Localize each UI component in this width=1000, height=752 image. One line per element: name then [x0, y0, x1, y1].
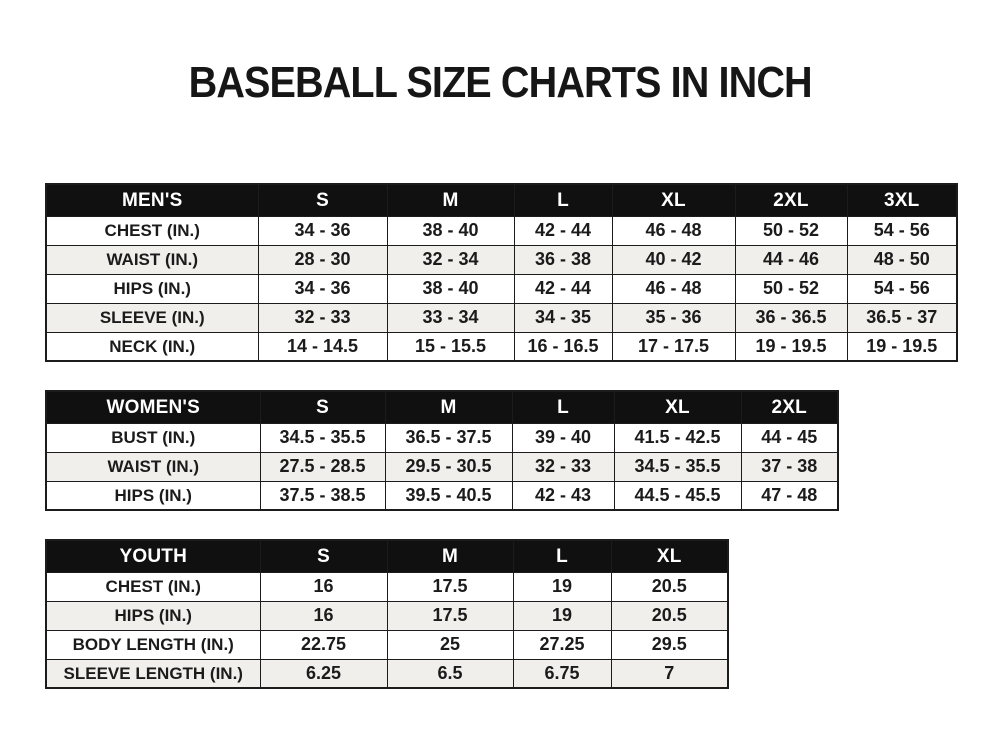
header-row	[46, 184, 957, 216]
size-value: 40 - 42	[612, 245, 735, 274]
size-value: 34 - 35	[514, 303, 612, 332]
size-column-header: L	[514, 184, 612, 216]
measurement-label: CHEST (IN.)	[46, 572, 260, 601]
measurement-label: SLEEVE (IN.)	[46, 303, 258, 332]
size-value: 44.5 - 45.5	[614, 481, 741, 510]
table-row	[46, 481, 838, 510]
size-value: 6.75	[513, 659, 611, 688]
size-value: 29.5	[611, 630, 728, 659]
measurement-label: HIPS (IN.)	[46, 274, 258, 303]
size-value: 44 - 46	[735, 245, 847, 274]
measurement-label: WAIST (IN.)	[46, 452, 260, 481]
size-value: 20.5	[611, 601, 728, 630]
table-row	[46, 274, 957, 303]
size-value: 41.5 - 42.5	[614, 423, 741, 452]
size-column-header: S	[258, 184, 387, 216]
size-value: 27.25	[513, 630, 611, 659]
size-value: 35 - 36	[612, 303, 735, 332]
table-row	[46, 245, 957, 274]
size-table	[45, 539, 729, 689]
size-value: 42 - 44	[514, 216, 612, 245]
size-column-header: S	[260, 540, 387, 572]
size-value: 47 - 48	[741, 481, 838, 510]
size-value: 32 - 33	[258, 303, 387, 332]
table-row	[46, 659, 728, 688]
size-value: 37.5 - 38.5	[260, 481, 385, 510]
header-row	[46, 540, 728, 572]
youth-size-chart	[45, 539, 1000, 689]
size-value: 39.5 - 40.5	[385, 481, 512, 510]
table-row	[46, 601, 728, 630]
size-value: 19 - 19.5	[847, 332, 957, 361]
size-column-header: 2XL	[741, 391, 838, 423]
size-column-header: 3XL	[847, 184, 957, 216]
size-column-header: 2XL	[735, 184, 847, 216]
measurement-label: SLEEVE LENGTH (IN.)	[46, 659, 260, 688]
size-value: 34.5 - 35.5	[614, 452, 741, 481]
size-value: 42 - 43	[512, 481, 614, 510]
size-value: 15 - 15.5	[387, 332, 514, 361]
size-value: 19 - 19.5	[735, 332, 847, 361]
measurement-label: NECK (IN.)	[46, 332, 258, 361]
size-value: 46 - 48	[612, 216, 735, 245]
size-value: 6.5	[387, 659, 513, 688]
size-column-header: M	[387, 540, 513, 572]
header-row	[46, 391, 838, 423]
size-value: 7	[611, 659, 728, 688]
measurement-label: BUST (IN.)	[46, 423, 260, 452]
size-group-header: WOMEN'S	[46, 391, 260, 423]
table-row	[46, 303, 957, 332]
size-value: 19	[513, 572, 611, 601]
size-value: 17 - 17.5	[612, 332, 735, 361]
measurement-label: WAIST (IN.)	[46, 245, 258, 274]
size-value: 16	[260, 572, 387, 601]
table-row	[46, 452, 838, 481]
table-row	[46, 216, 957, 245]
size-value: 27.5 - 28.5	[260, 452, 385, 481]
size-value: 42 - 44	[514, 274, 612, 303]
size-value: 48 - 50	[847, 245, 957, 274]
size-group-header: MEN'S	[46, 184, 258, 216]
size-charts	[45, 183, 1000, 689]
measurement-label: BODY LENGTH (IN.)	[46, 630, 260, 659]
size-column-header: S	[260, 391, 385, 423]
size-value: 39 - 40	[512, 423, 614, 452]
table-row	[46, 423, 838, 452]
size-value: 38 - 40	[387, 274, 514, 303]
page	[0, 58, 1000, 752]
size-column-header: M	[385, 391, 512, 423]
size-value: 33 - 34	[387, 303, 514, 332]
size-value: 17.5	[387, 572, 513, 601]
size-value: 28 - 30	[258, 245, 387, 274]
size-value: 14 - 14.5	[258, 332, 387, 361]
size-group-header: YOUTH	[46, 540, 260, 572]
size-value: 16 - 16.5	[514, 332, 612, 361]
size-column-header: L	[513, 540, 611, 572]
size-value: 38 - 40	[387, 216, 514, 245]
size-value: 17.5	[387, 601, 513, 630]
page-title	[0, 58, 1000, 107]
size-value: 34 - 36	[258, 216, 387, 245]
measurement-label: HIPS (IN.)	[46, 481, 260, 510]
table-row	[46, 630, 728, 659]
size-value: 20.5	[611, 572, 728, 601]
size-column-header: XL	[612, 184, 735, 216]
size-value: 54 - 56	[847, 216, 957, 245]
size-value: 50 - 52	[735, 274, 847, 303]
size-value: 34.5 - 35.5	[260, 423, 385, 452]
page-title-text: BASEBALL SIZE CHARTS IN INCH	[188, 58, 812, 107]
size-column-header: M	[387, 184, 514, 216]
measurement-label: HIPS (IN.)	[46, 601, 260, 630]
size-value: 19	[513, 601, 611, 630]
size-value: 36.5 - 37.5	[385, 423, 512, 452]
size-value: 46 - 48	[612, 274, 735, 303]
size-value: 54 - 56	[847, 274, 957, 303]
size-column-header: XL	[611, 540, 728, 572]
mens-size-chart	[45, 183, 1000, 362]
size-value: 36 - 36.5	[735, 303, 847, 332]
size-column-header: L	[512, 391, 614, 423]
measurement-label: CHEST (IN.)	[46, 216, 258, 245]
size-value: 6.25	[260, 659, 387, 688]
womens-size-chart	[45, 390, 1000, 511]
size-column-header: XL	[614, 391, 741, 423]
size-value: 50 - 52	[735, 216, 847, 245]
size-value: 16	[260, 601, 387, 630]
size-value: 25	[387, 630, 513, 659]
size-table	[45, 183, 958, 362]
size-value: 29.5 - 30.5	[385, 452, 512, 481]
size-value: 22.75	[260, 630, 387, 659]
size-table	[45, 390, 839, 511]
table-row	[46, 572, 728, 601]
table-row	[46, 332, 957, 361]
size-value: 44 - 45	[741, 423, 838, 452]
size-value: 32 - 34	[387, 245, 514, 274]
size-value: 37 - 38	[741, 452, 838, 481]
size-value: 36 - 38	[514, 245, 612, 274]
size-value: 34 - 36	[258, 274, 387, 303]
size-value: 32 - 33	[512, 452, 614, 481]
size-value: 36.5 - 37	[847, 303, 957, 332]
